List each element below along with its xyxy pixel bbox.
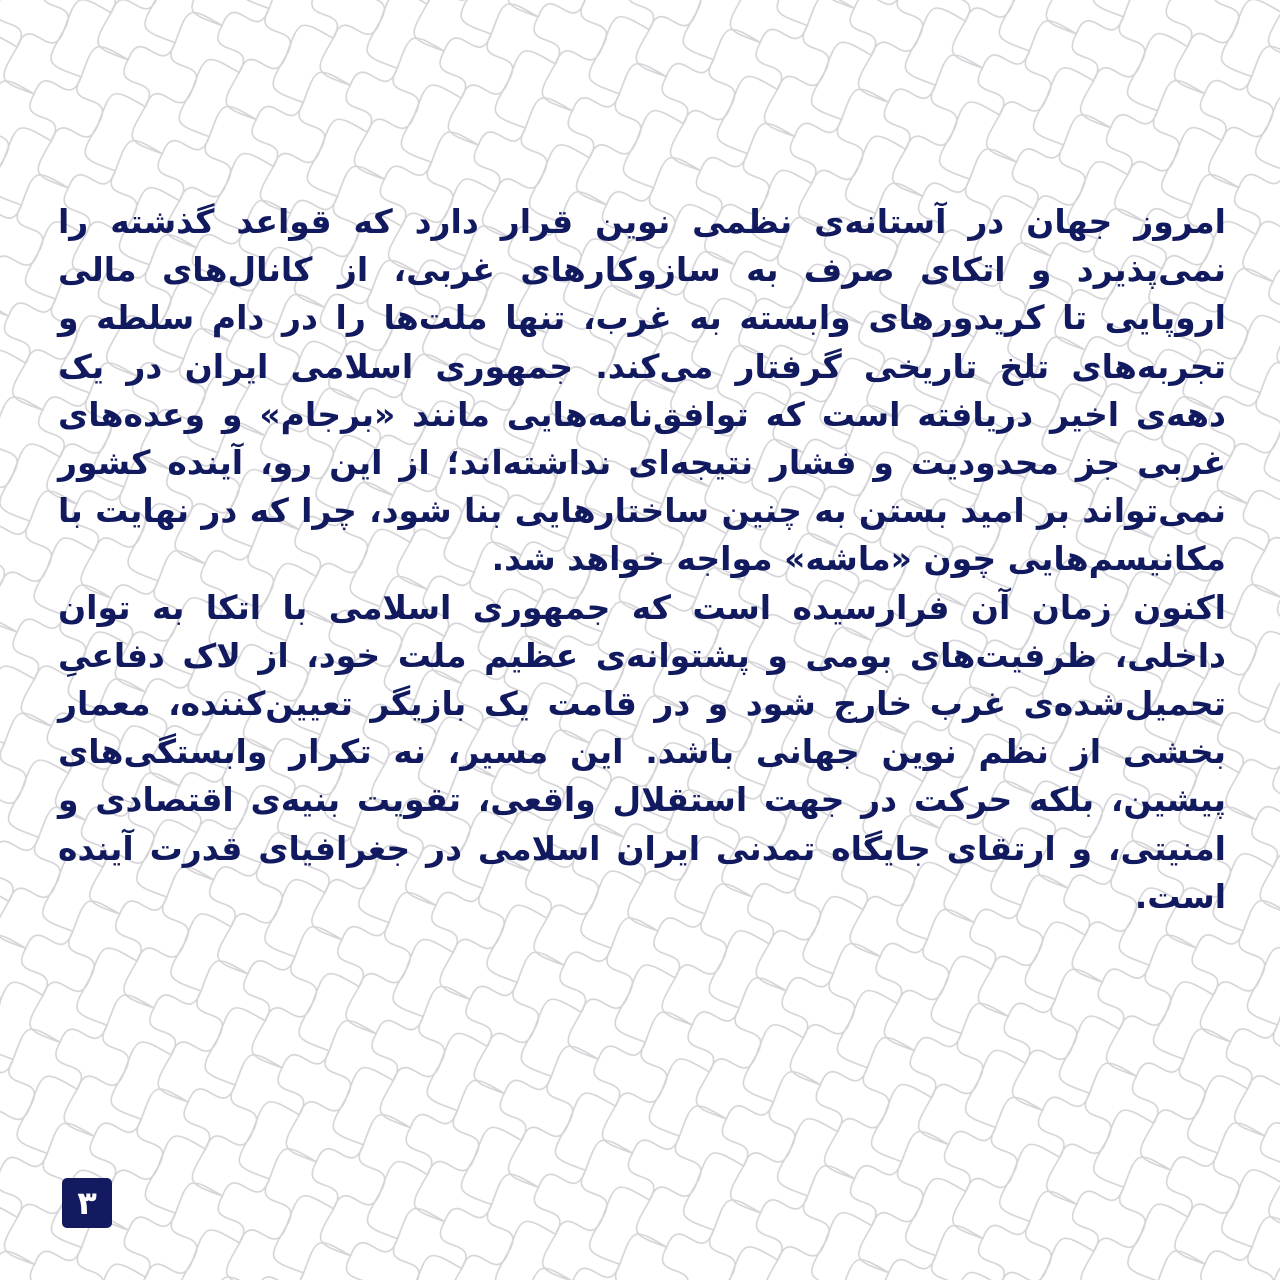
page-number-badge xyxy=(62,1178,112,1228)
article-body xyxy=(58,198,1226,921)
page-number: ۳ xyxy=(77,1184,97,1222)
paragraph-2: اکنون زمان آن فرارسیده است که جمهوری اسلامی با اتکا به توان داخلی، ظرفیت‌های بومی و پشتوانه‌ی عظیم ملت خود، از لاک دفاعیِ تحمیل‌شده‌ی غرب خارج شود و در قامت یک بازیگر تعیین‌کننده، معمار بخشی از نظم نوین جهانی باشد. این مسیر، نه تکرار وابستگی‌های پیشین، بلکه حرکت در جهت استقلال واقعی، تقویت بنیه‌ی اقتصادی و امنیتی، و ارتقای جایگاه تمدنی ایران اسلامی در جغرافیای قدرت آینده است. xyxy=(58,587,1226,916)
paragraph-1: امروز جهان در آستانه‌ی نظمی نوین قرار دارد که قواعد گذشته را نمی‌پذیرد و اتکای صرف به سازوکارهای غربی، از کانال‌های مالی اروپایی تا کریدورهای وابسته به غرب، تنها ملت‌ها را در دام سلطه و تجربه‌های تلخ تاریخی گرفتار می‌کند. جمهوری اسلامی ایران در یک دهه‌ی اخیر دریافته است که توافق‌نامه‌هایی مانند «برجام» و وعده‌های غربی جز محدودیت و فشار نتیجه‌ای نداشته‌اند؛ از این رو، آینده کشور نمی‌تواند بر امید بستن به چنین ساختارهایی بنا شود، چرا که در نهایت با مکانیسم‌هایی چون «ماشه» مواجه خواهد شد. xyxy=(58,202,1226,579)
